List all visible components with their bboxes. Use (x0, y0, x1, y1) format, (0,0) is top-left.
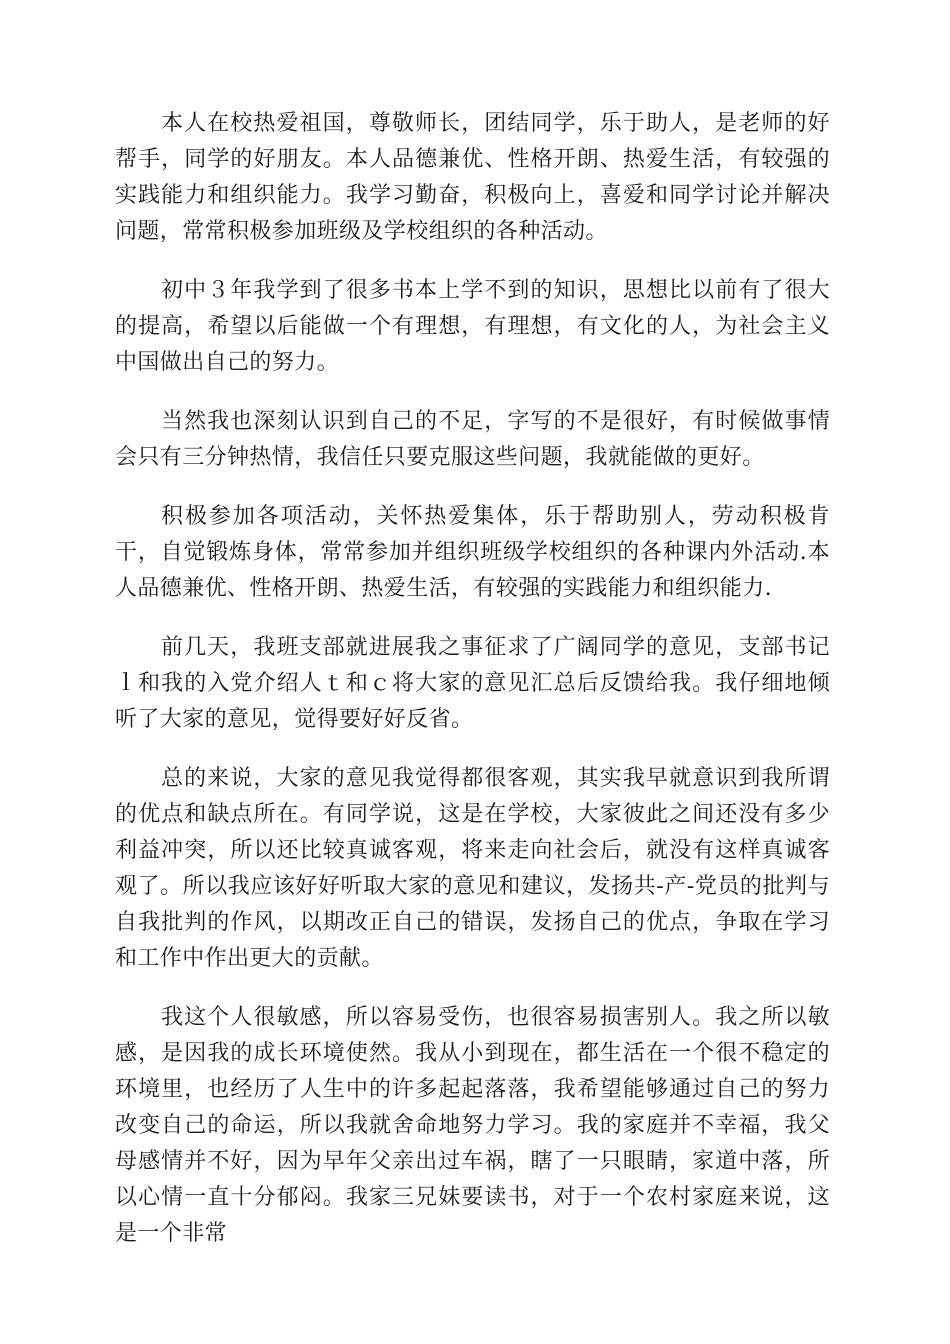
document-body (115, 106, 830, 1275)
paragraph-3: 当然我也深刻认识到自己的不足，字写的不是很好，有时候做事情会只有三分钟热情，我信任只要克服这些问题，我就能做的更好。 (115, 409, 830, 470)
paragraph-5: 前几天，我班支部就进展我之事征求了广阔同学的意见，支部书记ｌ和我的入党介绍人ｔ和ｃ将大家的意见汇总后反馈给我。我仔细地倾听了大家的意见，觉得要好好反省。 (115, 635, 830, 732)
paragraph-7: 我这个人很敏感，所以容易受伤，也很容易损害别人。我之所以敏感，是因我的成长环境使然。我从小到现在，都生活在一个很不稳定的环境里，也经历了人生中的许多起起落落，我希望能够通过自己的努力改变自己的命运，所以我就舍命地努力学习。我的家庭并不幸福，我父母感情并不好，因为早年父亲出过车祸，瞎了一只眼睛，家道中落，所以心情一直十分郁闷。我家三兄妹要读书，对于一个农村家庭来说，这是一个非常 (115, 1005, 830, 1246)
paragraph-2: 初中３年我学到了很多书本上学不到的知识，思想比以前有了很大的提高，希望以后能做一个有理想，有理想，有文化的人，为社会主义中国做出自己的努力。 (115, 278, 830, 375)
paragraph-4: 积极参加各项活动，关怀热爱集体，乐于帮助别人，劳动积极肯干，自觉锻炼身体，常常参加并组织班级学校组织的各种课内外活动.本人品德兼优、性格开朗、热爱生活，有较强的实践能力和组织能力. (115, 504, 830, 601)
paragraph-6: 总的来说，大家的意见我觉得都很客观，其实我早就意识到我所谓的优点和缺点所在。有同学说，这是在学校，大家彼此之间还没有多少利益冲突，所以还比较真诚客观，将来走向社会后，就没有这样真诚客观了。所以我应该好好听取大家的意见和建议，发扬共-产-党员的批判与自我批判的作风，以期改正自己的错误，发扬自己的优点，争取在学习和工作中作出更大的贡献。 (115, 766, 830, 971)
paragraph-1: 本人在校热爱祖国，尊敬师长，团结同学，乐于助人，是老师的好帮手，同学的好朋友。本人品德兼优、性格开朗、热爱生活，有较强的实践能力和组织能力。我学习勤奋，积极向上，喜爱和同学讨论并解决问题，常常积极参加班级及学校组织的各种活动。 (115, 111, 830, 244)
